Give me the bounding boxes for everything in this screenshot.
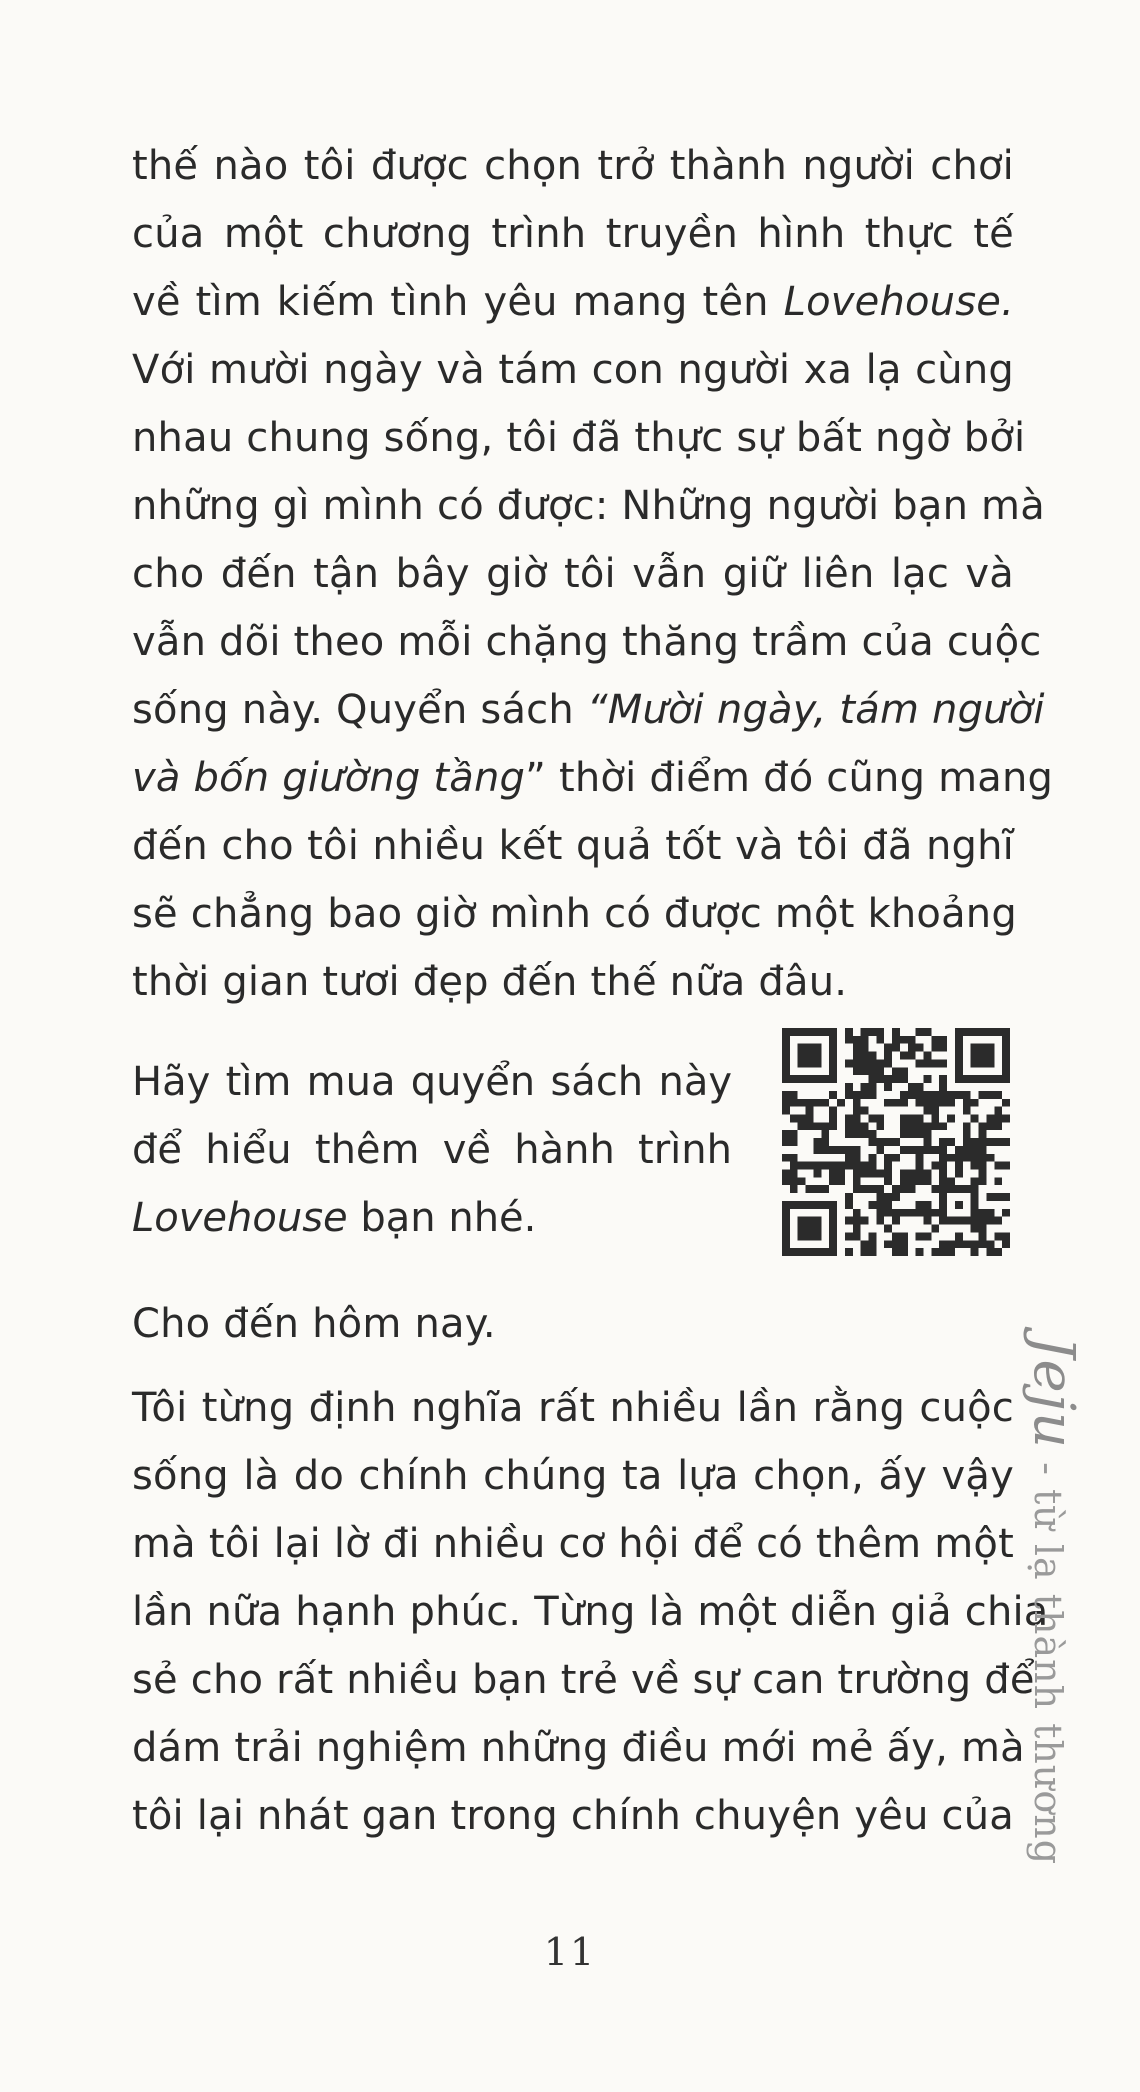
text-line: thế nào tôi được chọn trở thành người chơi xyxy=(132,143,1014,189)
text-line: của một chương trình truyền hình thực tế xyxy=(132,211,1014,257)
page-number: 11 xyxy=(543,1930,597,1974)
running-title xyxy=(1021,1336,1086,1865)
qr-code[interactable] xyxy=(782,1028,1010,1256)
running-title-script: Jeju xyxy=(1021,1336,1086,1450)
italic-title: Lovehouse xyxy=(132,1195,348,1241)
italic-title: và bốn giường tầng xyxy=(132,755,526,801)
text-line: để hiểu thêm về hành trình xyxy=(132,1127,732,1173)
text-line: lần nữa hạnh phúc. Từng là một diễn giả chia xyxy=(132,1589,1049,1635)
body-paragraph-2 xyxy=(132,1048,732,1252)
running-title-rest: - từ lạ thành thương xyxy=(1026,1449,1070,1866)
text-line: về tìm kiếm tình yêu mang tên Lovehouse. xyxy=(132,279,1014,325)
body-paragraph-3 xyxy=(132,1290,1014,1358)
text-line: sẽ chẳng bao giờ mình có được một khoảng xyxy=(132,891,1017,937)
text-line: cho đến tận bây giờ tôi vẫn giữ liên lạc và xyxy=(132,551,1014,597)
italic-title: “Mười ngày, tám người xyxy=(586,687,1045,733)
text-line: Hãy tìm mua quyển sách này xyxy=(132,1059,732,1105)
text-line: dám trải nghiệm những điều mới mẻ ấy, mà xyxy=(132,1725,1025,1771)
text-line: sẻ cho rất nhiều bạn trẻ về sự can trường để xyxy=(132,1657,1035,1703)
text-line: đến cho tôi nhiều kết quả tốt và tôi đã nghĩ xyxy=(132,823,1014,869)
text-line: thời gian tươi đẹp đến thế nữa đâu. xyxy=(132,959,848,1005)
italic-title: Lovehouse. xyxy=(783,279,1014,325)
text-line: những gì mình có được: Những người bạn mà xyxy=(132,483,1045,529)
text-line: Với mười ngày và tám con người xa lạ cùng xyxy=(132,347,1014,393)
text-line: vẫn dõi theo mỗi chặng thăng trầm của cuộc xyxy=(132,619,1042,665)
text-line: mà tôi lại lờ đi nhiều cơ hội để có thêm một xyxy=(132,1521,1014,1567)
text-line: Cho đến hôm nay. xyxy=(132,1301,496,1347)
text-line: Tôi từng định nghĩa rất nhiều lần rằng cuộc xyxy=(132,1385,1014,1431)
body-paragraph-1 xyxy=(132,132,1054,1016)
text-line: tôi lại nhát gan trong chính chuyện yêu của xyxy=(132,1793,1014,1839)
text-line: nhau chung sống, tôi đã thực sự bất ngờ bởi xyxy=(132,415,1026,461)
text-line: Lovehouse bạn nhé. xyxy=(132,1195,537,1241)
text-line: và bốn giường tầng” thời điểm đó cũng mang xyxy=(132,755,1054,801)
text-line: sống là do chính chúng ta lựa chọn, ấy vậy xyxy=(132,1453,1014,1499)
text-line: sống này. Quyển sách “Mười ngày, tám người xyxy=(132,687,1045,733)
